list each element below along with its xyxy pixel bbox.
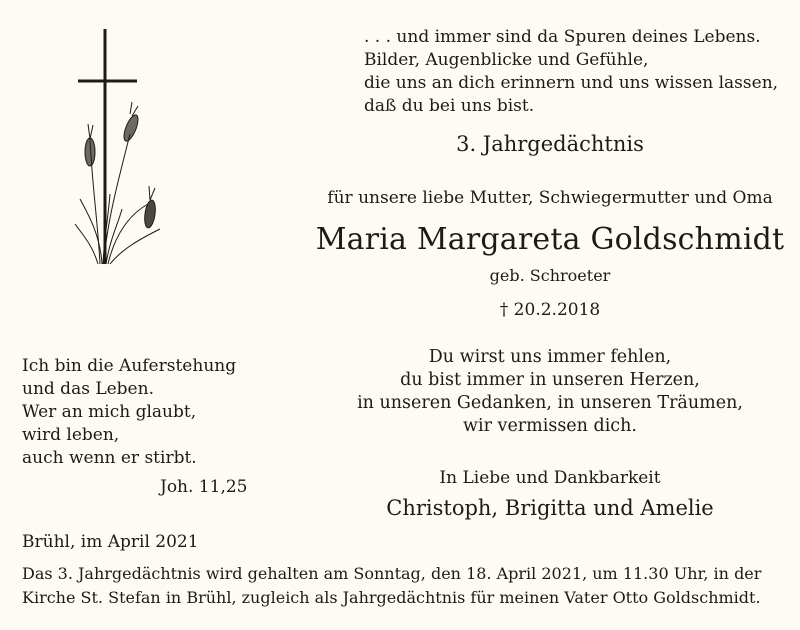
- closing-phrase: In Liebe und Dankbarkeit: [439, 468, 661, 488]
- scripture-line: Wer an mich glaubt,: [22, 402, 197, 422]
- scripture-line: und das Leben.: [22, 379, 154, 399]
- poem-middle-line: Du wirst uns immer fehlen,: [428, 347, 672, 367]
- wheat-icon: [75, 102, 160, 264]
- notice-line: Kirche St. Stefan in Brühl, zugleich als Jahrgedächtnis für meinen Vater Otto Goldschmidt.: [22, 588, 761, 607]
- poem-middle-line: in unseren Gedanken, in unseren Träumen,: [357, 393, 743, 413]
- service-notice: [22, 562, 782, 610]
- poem-middle-line: du bist immer in unseren Herzen,: [400, 370, 700, 390]
- scripture-line: auch wenn er stirbt.: [22, 448, 197, 468]
- scripture-quote: [22, 355, 282, 470]
- dedication: für unsere liebe Mutter, Schwiegermutter und Oma: [327, 188, 773, 208]
- cross-with-wheat-icon: [70, 24, 180, 274]
- place-date: Brühl, im April 2021: [22, 532, 199, 552]
- maiden-name: geb. Schroeter: [489, 266, 611, 285]
- poem-top-line: . . . und immer sind da Spuren deines Lebens.: [364, 27, 761, 47]
- scripture-line: Ich bin die Auferstehung: [22, 356, 237, 376]
- deceased-name: Maria Margareta Goldschmidt: [315, 222, 785, 257]
- poem-middle-line: wir vermissen dich.: [463, 416, 637, 436]
- poem-middle: [300, 346, 800, 438]
- anniversary-title: 3. Jahrgedächtnis: [456, 132, 644, 156]
- scripture-line: wird leben,: [22, 425, 120, 445]
- poem-top-line: daß du bei uns bist.: [364, 96, 535, 116]
- notice-line: Das 3. Jahrgedächtnis wird gehalten am Sonntag, den 18. April 2021, um 11.30 Uhr, in der: [22, 564, 762, 583]
- signers: Christoph, Brigitta und Amelie: [386, 496, 714, 520]
- death-date: † 20.2.2018: [499, 300, 601, 320]
- scripture-reference: Joh. 11,25: [160, 477, 248, 497]
- poem-top-line: Bilder, Augenblicke und Gefühle,: [364, 50, 649, 70]
- poem-top-line: die uns an dich erinnern und uns wissen lassen,: [364, 73, 779, 93]
- poem-top: [364, 26, 784, 118]
